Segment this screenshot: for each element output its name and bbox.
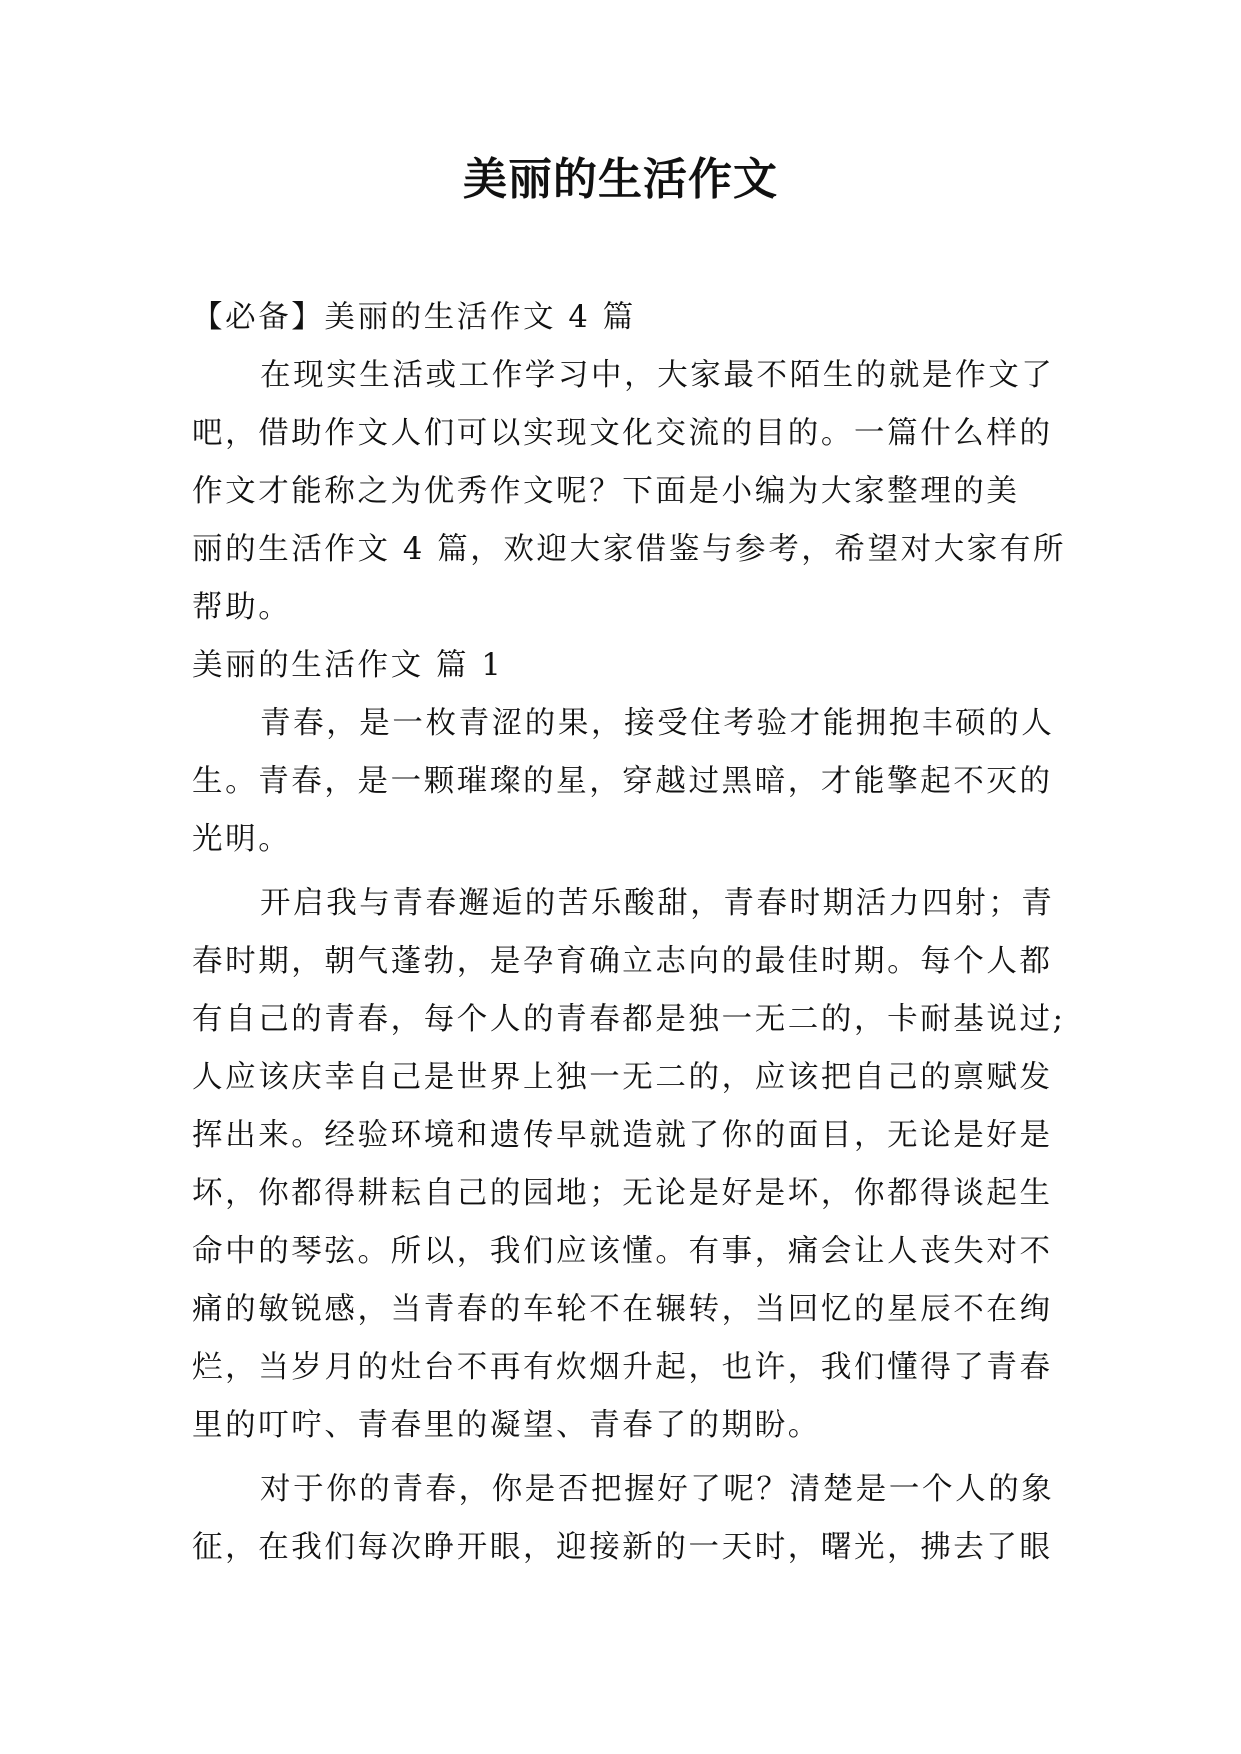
document-subtitle: 【必备】美丽的生活作文 4 篇 (192, 300, 636, 335)
document-title: 美丽的生活作文 (463, 154, 778, 205)
paragraph-line: 开启我与青春邂逅的苦乐酸甜，青春时期活力四射；青 (260, 886, 1055, 921)
paragraph-line: 有自己的青春，每个人的青春都是独一无二的，卡耐基说过; (192, 1002, 1066, 1037)
paragraph-line: 挥出来。经验环境和遗传早就造就了你的面目，无论是好是 (192, 1118, 1053, 1153)
paragraph-line: 作文才能称之为优秀作文呢？下面是小编为大家整理的美 (192, 474, 1020, 509)
document-body (192, 289, 1067, 1577)
paragraph-line: 人应该庆幸自己是世界上独一无二的，应该把自己的禀赋发 (192, 1060, 1053, 1095)
paragraph-line: 征，在我们每次睁开眼，迎接新的一天时，曙光，拂去了眼 (192, 1530, 1053, 1565)
paragraph-line: 青春，是一枚青涩的果，接受住考验才能拥抱丰硕的人 (260, 706, 1055, 741)
paragraph-line: 痛的敏锐感，当青春的车轮不在辗转，当回忆的星辰不在绚 (192, 1292, 1053, 1327)
paragraph-line: 烂，当岁月的灶台不再有炊烟升起，也许，我们懂得了青春 (192, 1350, 1053, 1385)
paragraph-line: 光明。 (192, 822, 292, 857)
paragraph-line: 坏，你都得耕耘自己的园地；无论是好是坏，你都得谈起生 (192, 1176, 1053, 1211)
section-heading: 美丽的生活作文 篇 1 (192, 648, 504, 683)
paragraph-line: 对于你的青春，你是否把握好了呢？清楚是一个人的象 (260, 1472, 1055, 1507)
paragraph-line: 帮助。 (192, 590, 292, 625)
paragraph-line: 丽的生活作文 4 篇，欢迎大家借鉴与参考，希望对大家有所 (192, 532, 1067, 567)
paragraph-line: 里的叮咛、青春里的凝望、青春了的期盼。 (192, 1408, 821, 1443)
paragraph-line: 春时期，朝气蓬勃，是孕育确立志向的最佳时期。每个人都 (192, 944, 1053, 979)
paragraph-line: 生。青春，是一颗璀璨的星，穿越过黑暗，才能擎起不灭的 (192, 764, 1053, 799)
paragraph-line: 吧，借助作文人们可以实现文化交流的目的。一篇什么样的 (192, 416, 1053, 451)
paragraph-line: 在现实生活或工作学习中，大家最不陌生的就是作文了 (260, 358, 1055, 393)
paragraph-line: 命中的琴弦。所以，我们应该懂。有事，痛会让人丧失对不 (192, 1234, 1053, 1269)
